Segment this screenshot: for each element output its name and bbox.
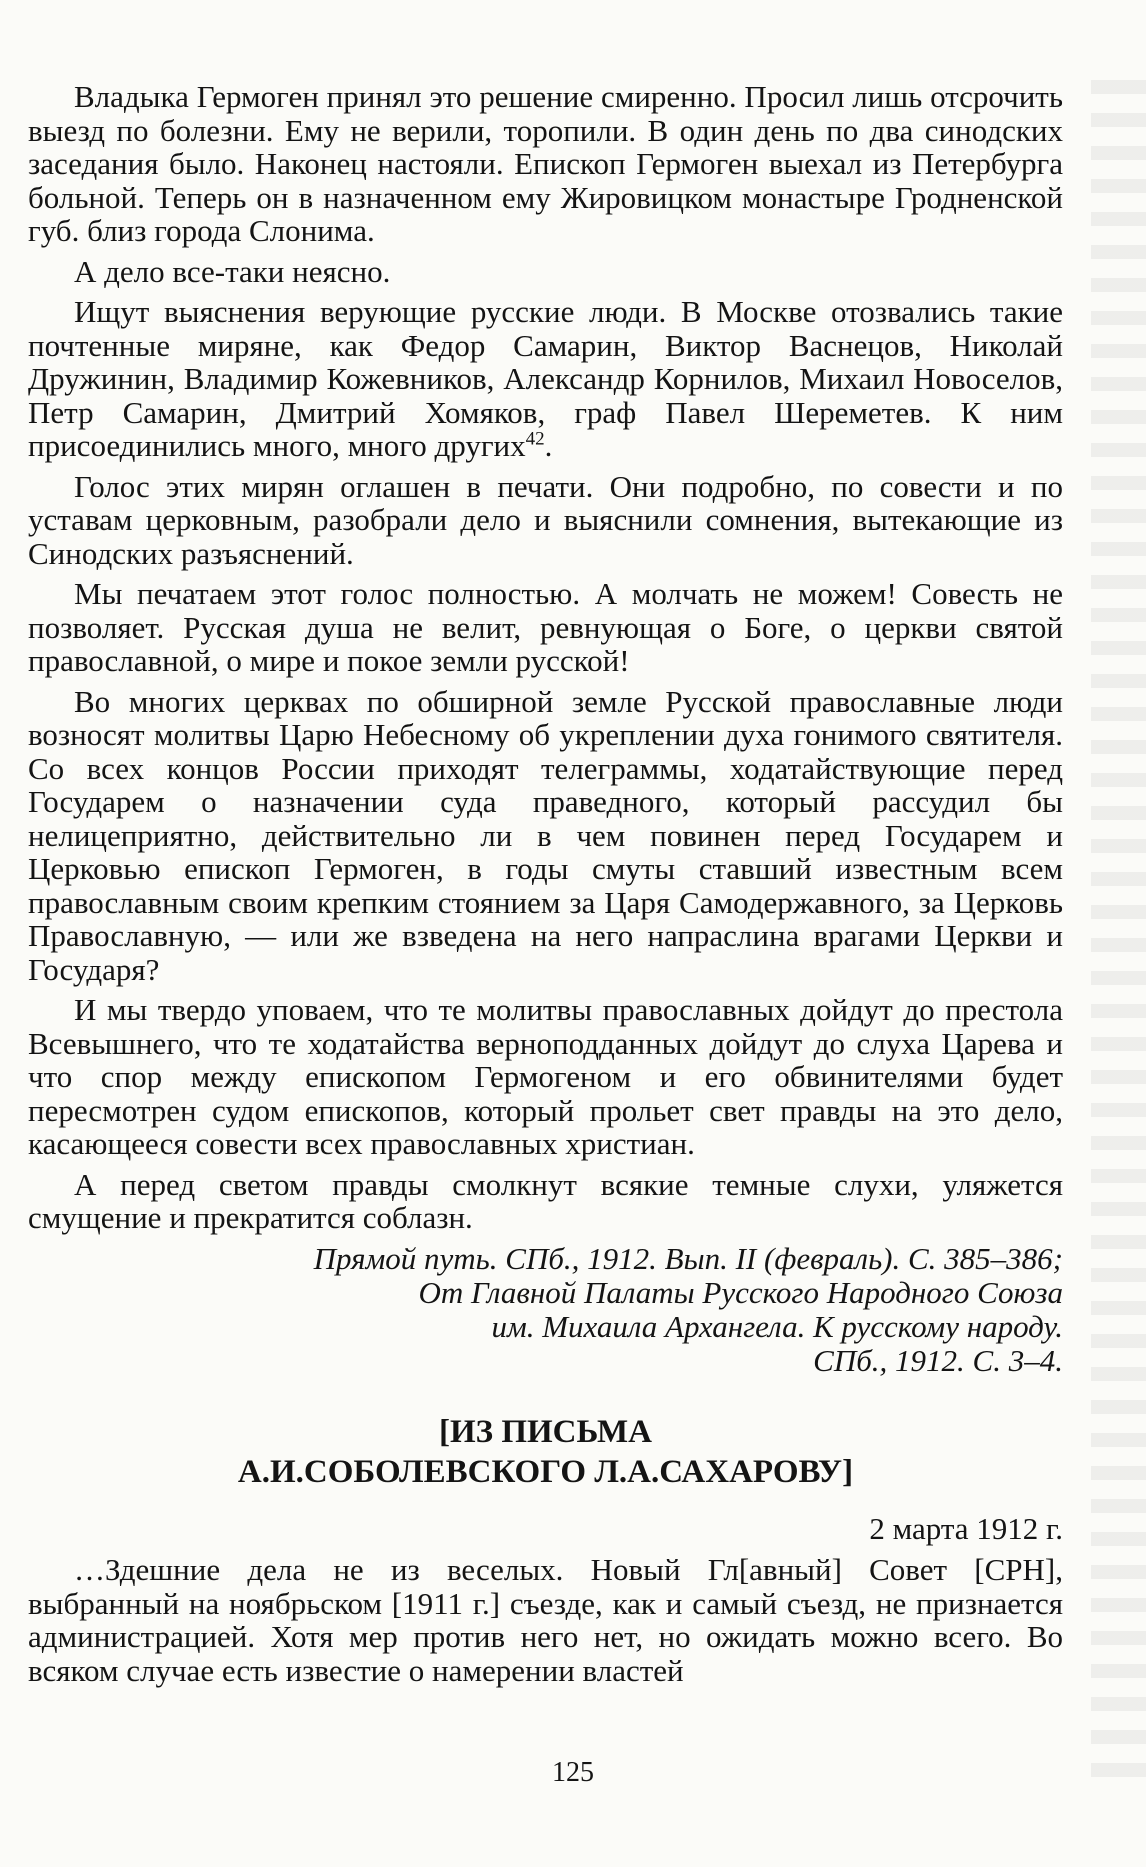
source-citation [28,1242,1063,1378]
source-line-3: им. Михаила Архангела. К русскому народу. [491,1308,1063,1344]
paragraph-1: Владыка Гермоген принял это решение смиренно. Просил лишь отсрочить выезд по болезни. Ему не верили, торопили. В один день по два синодских заседания было. Наконец настояли. Епископ Гермоген выехал из Петербурга больной. Теперь он в назначенном ему Жировицком монастыре Гродненской губ. близ города Слонима. [28,79,1063,248]
heading-line-2: А.И.СОБОЛЕВСКОГО Л.А.САХАРОВУ] [237,1453,854,1490]
paragraph-4: Голос этих мирян оглашен в печати. Они подробно, по совести и по уставам церковным, разобрали дело и выяснили сомнения, вытекающие из Синодских разъяснений. [28,468,1063,571]
page-text [28,80,1063,1694]
letter-date: 2 марта 1912 г. [869,1510,1063,1546]
paragraph-6: Во многих церквах по обширной земле Русской православные люди возносят молитвы Царю Небесному об укреплении духа гонимого святителя. Со всех концов России приходят телеграммы, ходатайствующие перед Государем о назначении суда праведного, который рассудил бы нелицеприятно, действительно ли в чем повинен перед Государем и Церковью епископ Гермоген, в годы смуты ставший известным всем православным своим крепким стоянием за Царя Самодержавного, за Церковь Православную, — или же взведена на него напраслина врагами Церкви и Государя? [28,683,1063,987]
page-number: 125 [552,1757,594,1788]
paragraph-2: А дело все-таки неясно. [74,253,391,289]
letter-text: …Здешние дела не из веселых. Новый Гл[авный] Совет [СРН], выбранный на ноябрьском [1911 г.] съезде, как и самый съезд, не признается администрацией. Хотя мер против него нет, но ожидать можно всего. Во всяком случае есть известие о намерении властей [28,1552,1063,1688]
section-heading [28,1412,1063,1492]
footnote-ref-42: 42 [525,428,545,450]
bleed-through-shadow [1091,80,1146,1780]
source-line-1: Прямой путь. СПб., 1912. Вып. II (февраль). С. 385–386; [313,1240,1063,1276]
source-line-2: От Главной Палаты Русского Народного Союза [418,1274,1063,1310]
heading-line-1: [ИЗ ПИСЬМА [439,1413,652,1450]
paragraph-3-text: Ищут выяснения верующие русские люди. В Москве отозвались такие почтенные миряне, как Федор Самарин, Виктор Васнецов, Николай Дружинин, Владимир Кожевников, Александр Корнилов, Михаил Новоселов, Петр Самарин, Дмитрий Хомяков, граф Павел Шереметев. К ним присоединились много, много других [28,294,1063,463]
paragraph-5: Мы печатаем этот голос полностью. А молчать не можем! Совесть не позволяет. Русская душа не велит, ревнующая о Боге, о церкви святой православной, о мире и покое земли русской! [28,576,1063,678]
paragraph-3-end: . [544,428,553,463]
paragraph-3 [28,295,1063,463]
paragraph-7: И мы твердо уповаем, что те молитвы православных дойдут до престола Всевышнего, что те ходатайства верноподданных дойдут до слуха Царева и что спор между епископом Гермогеном и его обвинителями будет пересмотрен судом епископов, который прольет свет правды на это дело, касающееся совести всех православных христиан. [28,992,1063,1161]
paragraph-8: А перед светом правды смолкнут всякие темные слухи, уляжется смущение и прекратится соблазн. [28,1166,1063,1235]
source-line-4: СПб., 1912. С. 3–4. [813,1342,1063,1378]
